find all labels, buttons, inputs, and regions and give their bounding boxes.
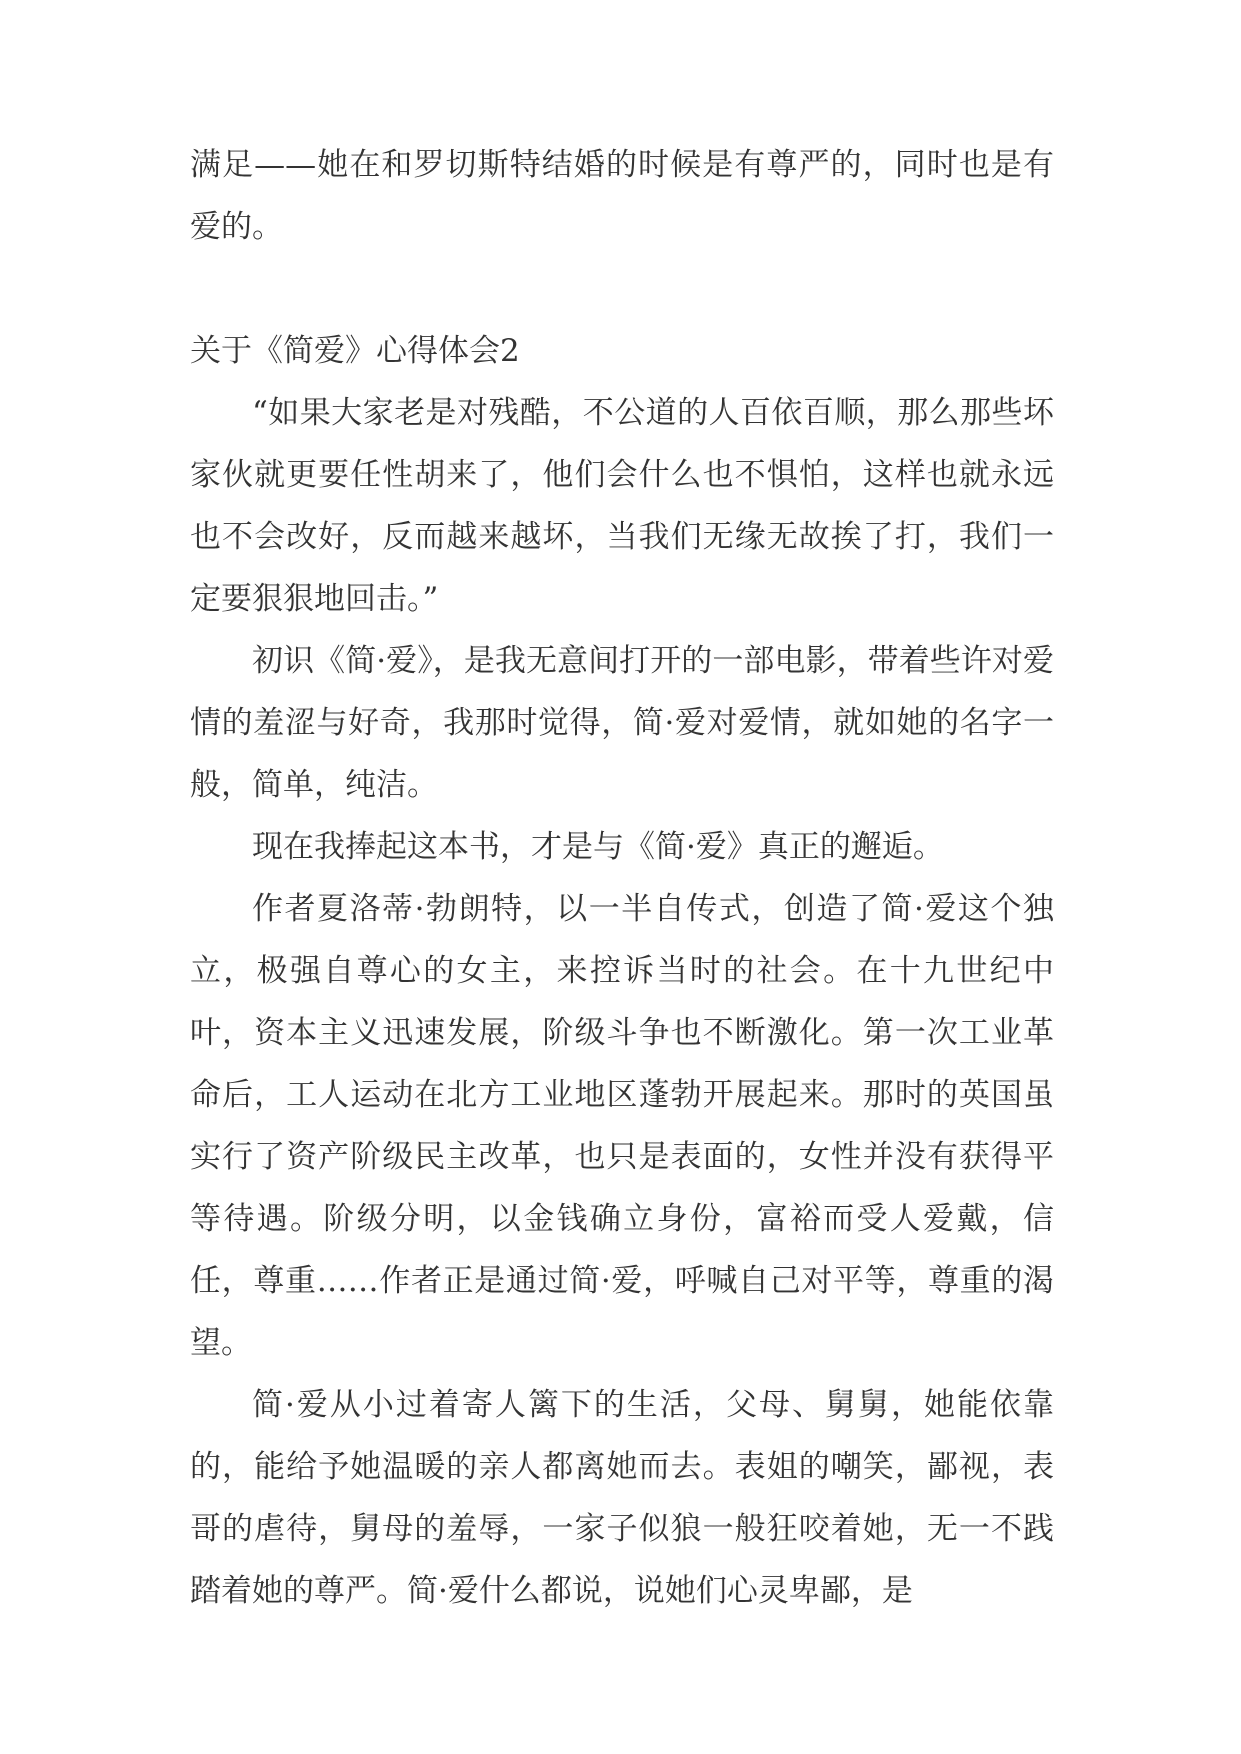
paragraph-author-background: 作者夏洛蒂·勃朗特，以一半自传式，创造了简·爱这个独立，极强自尊心的女主，来控诉当时的社会。在十九世纪中叶，资本主义迅速发展，阶级斗争也不断激化。第一次工业革命后，工人运动在北方工业地区蓬勃开展起来。那时的英国虽实行了资产阶级民主改革，也只是表面的，女性并没有获得平等待遇。阶级分明，以金钱确立身份，富裕而受人爱戴，信任，尊重……作者正是通过简·爱，呼喊自己对平等，尊重的渴望。 [190, 891, 1054, 1361]
paragraph-childhood: 简·爱从小过着寄人篱下的生活，父母、舅舅，她能依靠的，能给予她温暖的亲人都离她而去。表姐的嘲笑，鄙视，表哥的虐待，舅母的羞辱，一家子似狼一般狂咬着她，无一不践踏着她的尊严。简·爱什么都说，说她们心灵卑鄙，是 [190, 1387, 1054, 1609]
document-page [190, 134, 1054, 1622]
paragraph-reading-book: 现在我捧起这本书，才是与《简·爱》真正的邂逅。 [252, 829, 944, 865]
section-title: 关于《简爱》心得体会2 [190, 333, 520, 369]
paragraph-first-impression: 初识《简·爱》，是我无意间打开的一部电影，带着些许对爱情的羞涩与好奇，我那时觉得，简·爱对爱情，就如她的名字一般，简单，纯洁。 [190, 643, 1054, 803]
paragraph-quote: “如果大家老是对残酷，不公道的人百依百顺，那么那些坏家伙就更要任性胡来了，他们会什么也不惧怕，这样也就永远也不会改好，反而越来越坏，当我们无缘无故挨了打，我们一定要狠狠地回击。” [190, 395, 1054, 617]
intro-paragraph: 满足——她在和罗切斯特结婚的时候是有尊严的，同时也是有爱的。 [190, 147, 1054, 245]
